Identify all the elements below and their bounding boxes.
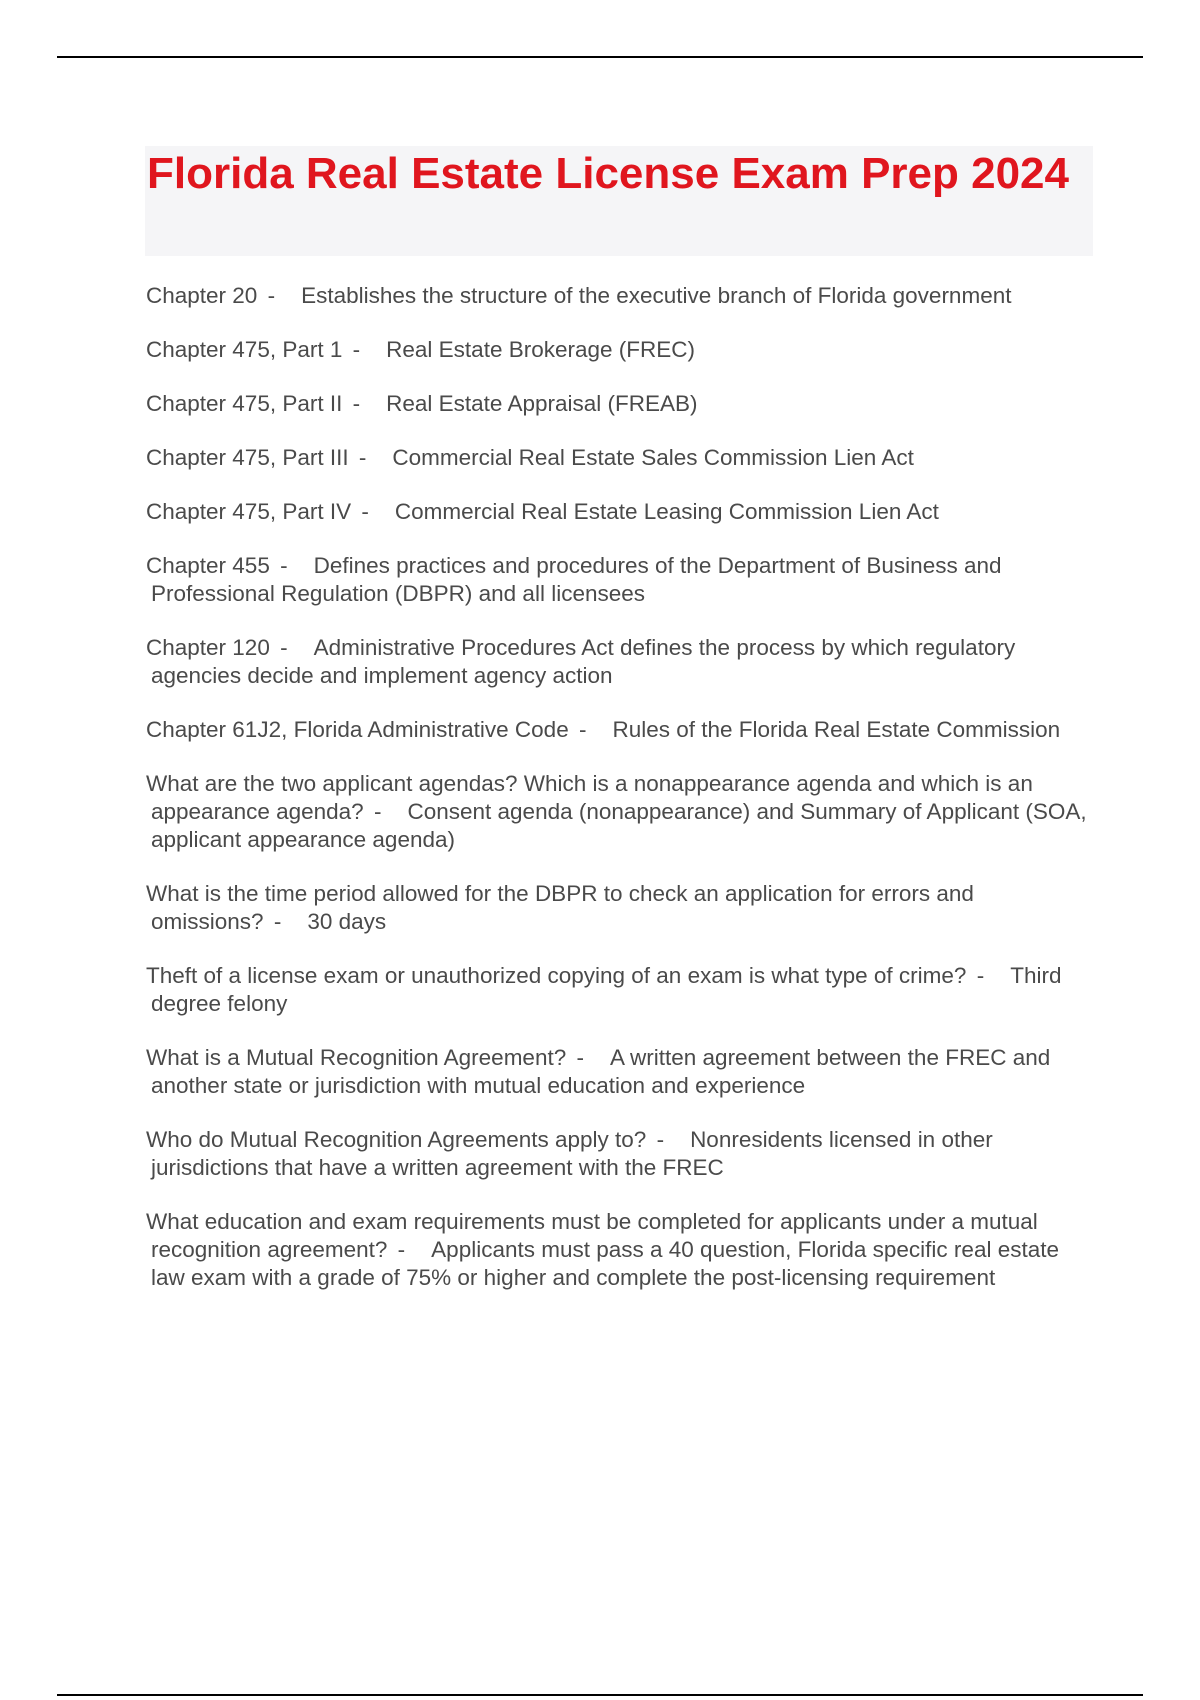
flashcard xyxy=(146,390,1091,418)
flashcard xyxy=(146,634,1091,690)
card-term: Who do Mutual Recognition Agreements apply to? xyxy=(146,1127,647,1152)
card-term: What is a Mutual Recognition Agreement? xyxy=(146,1045,567,1070)
card-term: What are the two applicant agendas? Which is a nonappearance agenda and which is an appearance agenda? xyxy=(146,771,1033,824)
term-separator: - xyxy=(397,1237,406,1262)
term-separator: - xyxy=(656,1127,665,1152)
card-definition: Administrative Procedures Act defines the process by which regulatory agencies decide and implement agency action xyxy=(151,635,1016,688)
flashcard xyxy=(146,1044,1091,1100)
term-separator: - xyxy=(280,553,288,578)
flashcard xyxy=(146,1126,1091,1182)
term-separator: - xyxy=(576,1045,584,1070)
card-term: Chapter 20 xyxy=(146,283,258,308)
flashcard xyxy=(146,716,1091,744)
term-separator: - xyxy=(358,445,367,470)
card-definition: Rules of the Florida Real Estate Commission xyxy=(612,717,1061,742)
card-definition: Establishes the structure of the executive branch of Florida government xyxy=(301,283,1012,308)
term-separator: - xyxy=(976,963,985,988)
flashcard xyxy=(146,1208,1091,1292)
card-term: Chapter 475, Part III xyxy=(146,445,349,470)
card-term: Chapter 61J2, Florida Administrative Code xyxy=(146,717,569,742)
flashcard xyxy=(146,880,1091,936)
card-term: Chapter 475, Part 1 xyxy=(146,337,343,362)
card-term: Chapter 455 xyxy=(146,553,270,578)
card-definition: Real Estate Brokerage (FREC) xyxy=(386,337,695,362)
card-definition: Commercial Real Estate Sales Commission Lien Act xyxy=(392,445,914,470)
card-term: Chapter 120 xyxy=(146,635,270,660)
card-term: Chapter 475, Part IV xyxy=(146,499,352,524)
card-definition: Nonresidents licensed in other jurisdictions that have a written agreement with the FREC xyxy=(151,1127,993,1180)
card-definition: Third degree felony xyxy=(151,963,1062,1016)
card-definition: A written agreement between the FREC and another state or jurisdiction with mutual education and experience xyxy=(151,1045,1051,1098)
bottom-rule xyxy=(57,1694,1143,1696)
term-separator: - xyxy=(352,337,361,362)
top-rule xyxy=(57,56,1143,58)
flashcard xyxy=(146,444,1091,472)
flashcard xyxy=(146,552,1091,608)
card-term: Chapter 475, Part II xyxy=(146,391,343,416)
term-separator: - xyxy=(361,499,369,524)
card-term: What is the time period allowed for the DBPR to check an application for errors and omissions? xyxy=(146,881,974,934)
card-definition: Defines practices and procedures of the Department of Business and Professional Regulation (DBPR) and all licensees xyxy=(151,553,1002,606)
card-definition: Commercial Real Estate Leasing Commission Lien Act xyxy=(394,499,939,524)
term-separator: - xyxy=(352,391,361,416)
document-title: Florida Real Estate License Exam Prep 2024 xyxy=(147,149,1070,198)
flashcard xyxy=(146,498,1091,526)
flashcard xyxy=(146,282,1091,310)
flashcard xyxy=(146,962,1091,1018)
term-separator: - xyxy=(273,909,282,934)
term-separator: - xyxy=(373,799,382,824)
term-separator: - xyxy=(280,635,288,660)
term-separator: - xyxy=(578,717,587,742)
card-definition: Real Estate Appraisal (FREAB) xyxy=(386,391,698,416)
term-separator: - xyxy=(267,283,276,308)
flashcard-list xyxy=(146,282,1091,1318)
card-term: Theft of a license exam or unauthorized copying of an exam is what type of crime? xyxy=(146,963,967,988)
card-term: What education and exam requirements must be completed for applicants under a mutual recognition agreement? xyxy=(146,1209,1038,1262)
card-definition: Consent agenda (nonappearance) and Summary of Applicant (SOA, applicant appearance agenda) xyxy=(151,799,1087,852)
card-definition: 30 days xyxy=(307,909,387,934)
card-definition: Applicants must pass a 40 question, Florida specific real estate law exam with a grade of 75% or higher and complete the post-licensing requirement xyxy=(151,1237,1059,1290)
flashcard xyxy=(146,336,1091,364)
flashcard xyxy=(146,770,1091,854)
